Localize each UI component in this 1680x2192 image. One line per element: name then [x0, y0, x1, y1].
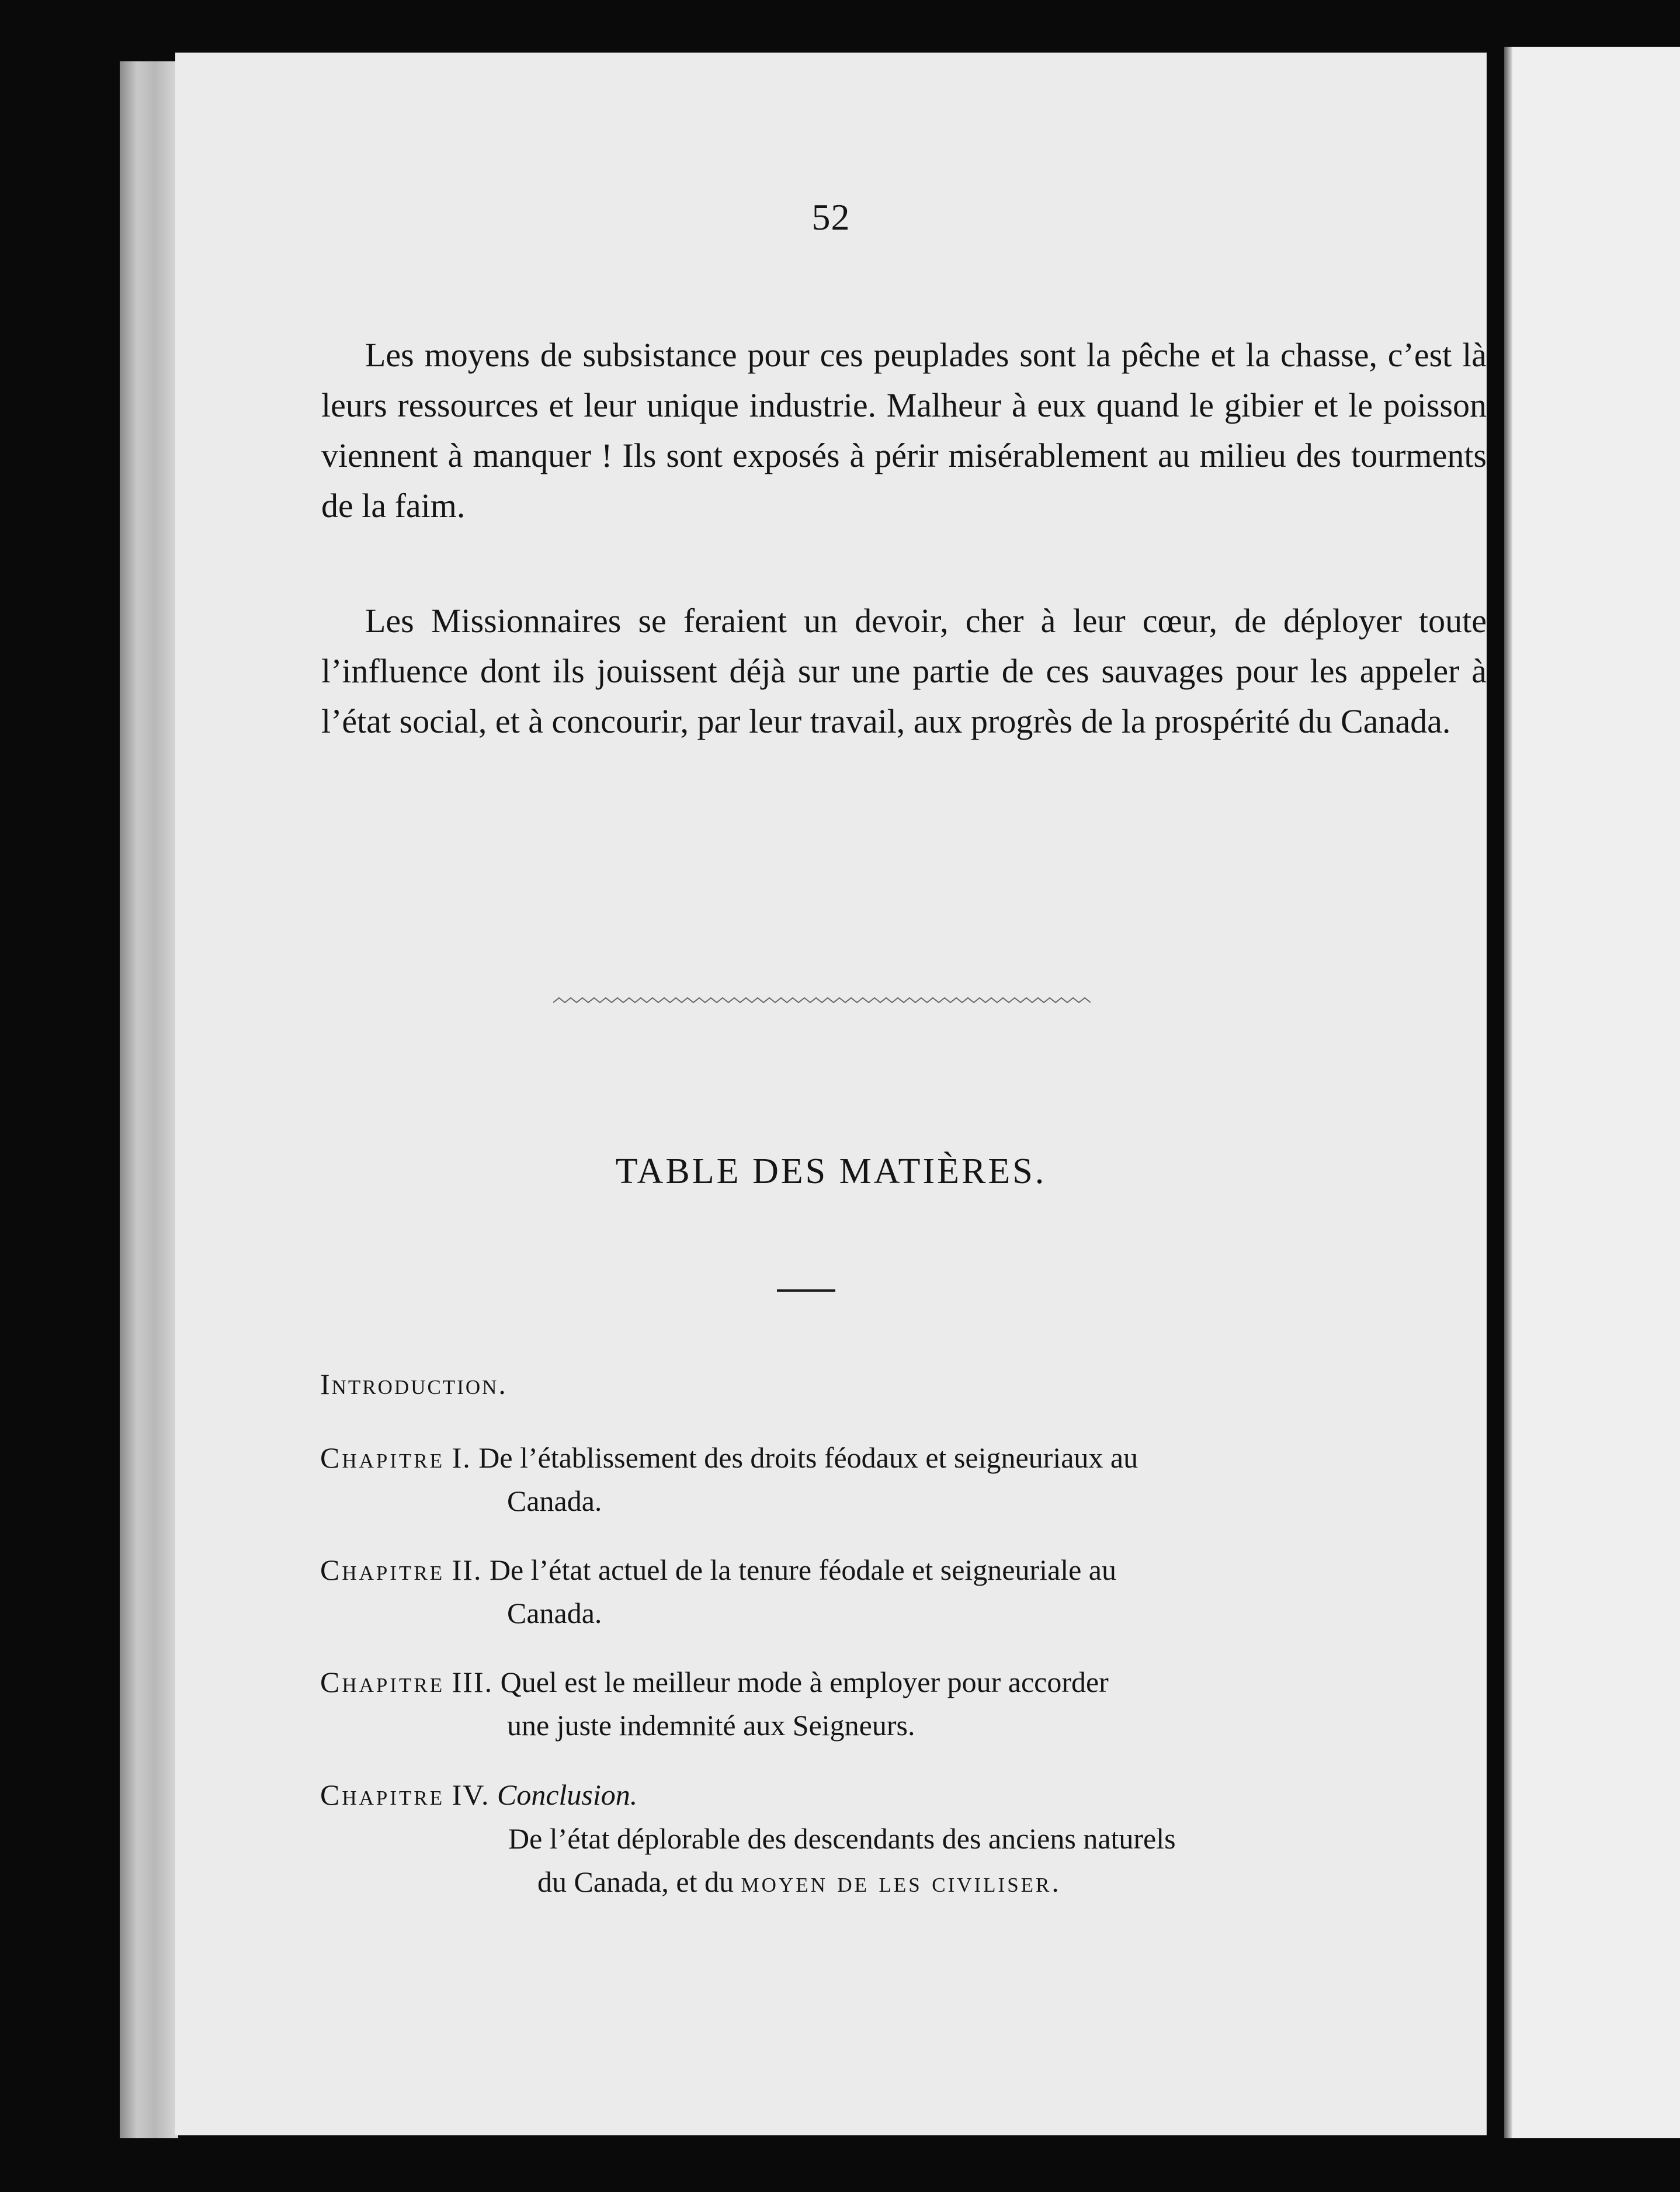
toc-rule — [777, 1289, 835, 1292]
chapter-title: Conclusion. — [497, 1778, 638, 1811]
toc-introduction: Introduction. — [320, 1368, 508, 1400]
chapter-number: IV. — [452, 1778, 490, 1811]
chapter-title: Quel est le meilleur mode à employer pour accorder — [500, 1666, 1109, 1698]
toc-title: TABLE DES MATIÈRES. — [615, 1152, 1047, 1191]
paragraph: Les moyens de subsistance pour ces peuplades sont la pêche et la chasse, c’est là leurs ressources et leur unique industrie. Malheur à eux quand le gibier et le poisson viennent à manquer ! Ils sont exposés à périr misérablement au milieu des tourments de la faim. — [321, 336, 1487, 525]
toc-entry — [320, 1548, 1485, 1635]
chapter-number: III. — [452, 1666, 494, 1698]
chapter-label: Chapitre — [320, 1778, 445, 1811]
toc-entry — [320, 1436, 1485, 1522]
chapter-title-cont: Canada. — [507, 1485, 602, 1517]
chapter-label: Chapitre — [320, 1666, 445, 1698]
page-number: 52 — [811, 196, 851, 238]
sub-entry-line: De l’état déplorable des descendants des anciens naturels — [508, 1822, 1176, 1855]
chapter-title-cont: Canada. — [507, 1597, 602, 1629]
chapter-number: I. — [452, 1441, 471, 1474]
toc-entry — [320, 1660, 1485, 1747]
sub-entry-small-caps: moyen de les civiliser. — [741, 1865, 1061, 1898]
toc-sub-entry — [508, 1817, 1487, 1903]
scan-bottom-band — [0, 2138, 1680, 2192]
chapter-label: Chapitre — [320, 1553, 445, 1586]
chapter-number: II. — [452, 1553, 483, 1586]
chapter-title: De l’établissement des droits féodaux et seigneuriaux au — [478, 1441, 1138, 1474]
toc-entry — [320, 1773, 1485, 1816]
book-edge — [120, 61, 178, 2138]
chapter-title-cont: une juste indemnité aux Seigneurs. — [507, 1709, 915, 1742]
chapter-label: Chapitre — [320, 1441, 445, 1474]
book-page — [175, 53, 1487, 2135]
sub-entry-line: du Canada, et du — [537, 1865, 741, 1898]
paragraph: Les Missionnaires se feraient un devoir, cher à leur cœur, de déployer toute l’influence dont ils jouissent déjà sur une partie de ces sauvages pour les appeler à l’état social, et à concourir, par leur travail, aux progrès de la prospérité du Canada. — [321, 602, 1487, 740]
facing-page — [1504, 47, 1680, 2144]
chapter-title: De l’état actuel de la tenure féodale et seigneuriale au — [489, 1553, 1116, 1586]
ornamental-divider — [553, 994, 1091, 1007]
